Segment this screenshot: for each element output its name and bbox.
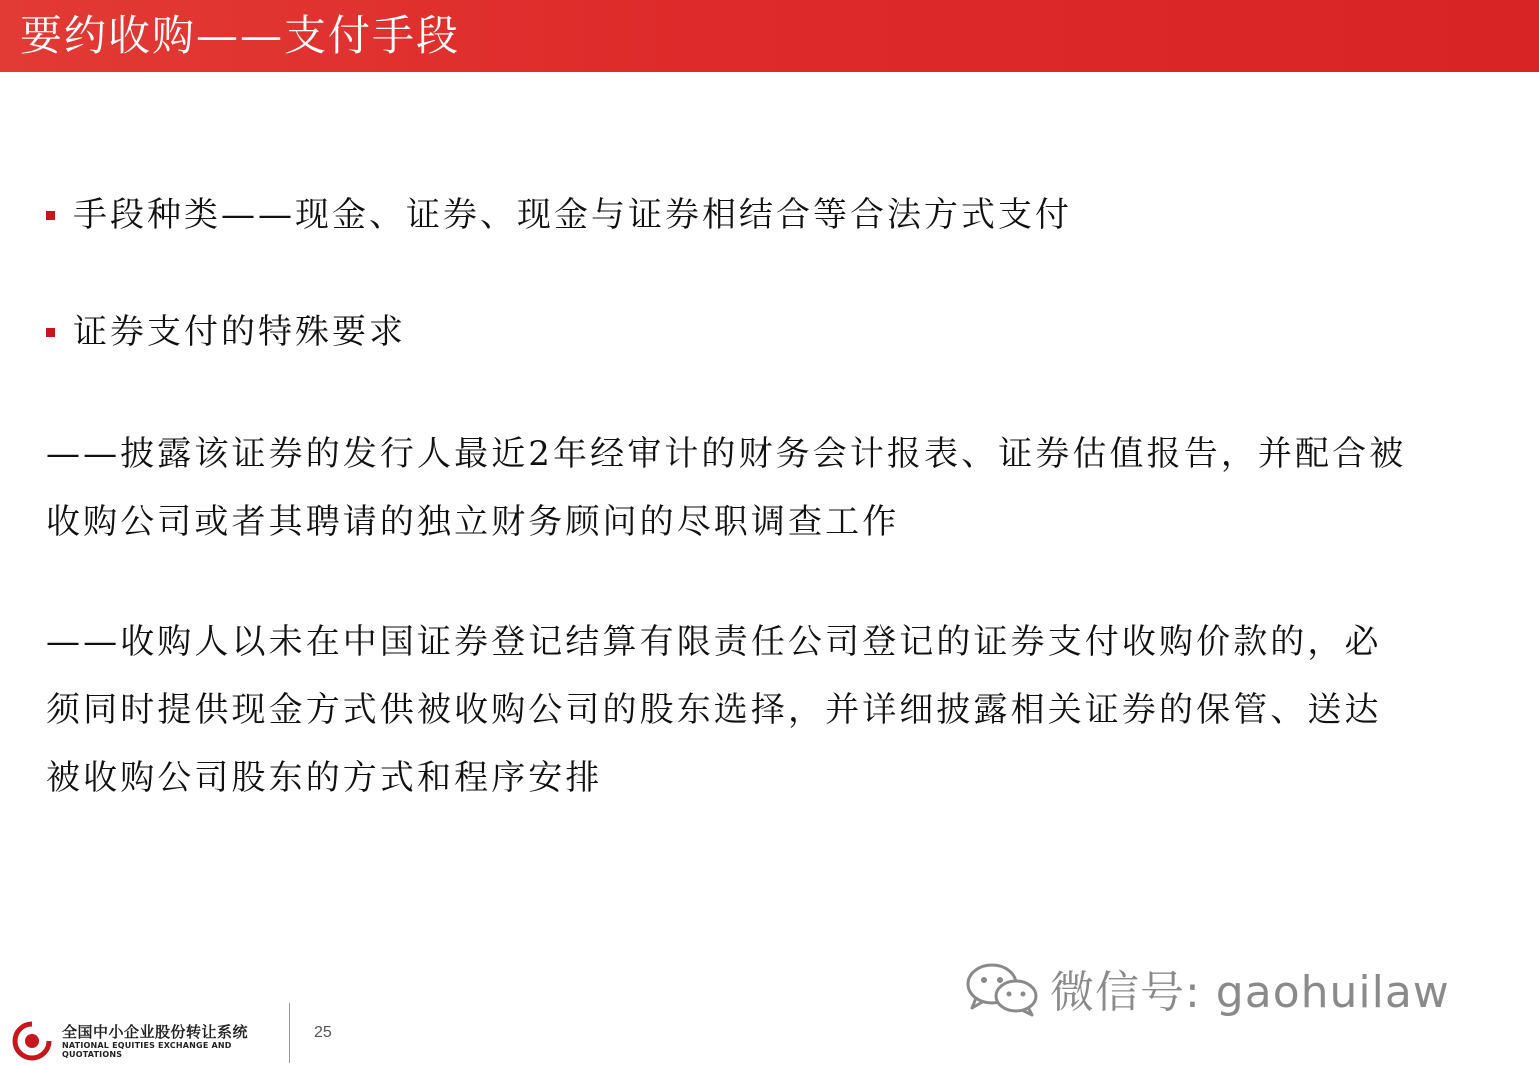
paragraph-line: 收购公司或者其聘请的独立财务顾问的尽职调查工作 [46,502,900,542]
bullet-square-icon [46,328,55,337]
neeq-logo-icon [10,1017,54,1061]
bullet-square-icon [46,211,55,220]
bullet-item [46,193,1072,237]
paragraph-line: 被收购公司股东的方式和程序安排 [46,758,603,798]
bullet-text: 证券支付的特殊要求 [73,312,406,352]
watermark [962,956,1450,1020]
wechat-icon [962,958,1042,1018]
paragraph-line: ——披露该证券的发行人最近2年经审计的财务会计报表、证券估值报告，并配合被 [46,434,1407,474]
page-number: 25 [314,1024,332,1041]
logo-chinese-name: 全国中小企业股份转让系统 [62,1023,249,1041]
bullet-item [46,310,406,354]
paragraph [46,420,1496,556]
logo-english-name: NATIONAL EQUITIES EXCHANGE AND QUOTATIONS [62,1041,232,1059]
watermark-text: 微信号: gaohuilaw [1050,967,1450,1018]
paragraph-line: 须同时提供现金方式供被收购公司的股东选择，并详细披露相关证券的保管、送达 [46,690,1382,730]
slide-title: 要约收购——支付手段 [20,11,461,60]
footer-logo [10,1015,285,1063]
footer-divider [289,1003,290,1063]
title-bar [0,0,1539,72]
paragraph [46,608,1496,812]
bullet-text: 手段种类——现金、证券、现金与证券相结合等合法方式支付 [73,195,1072,235]
paragraph-line: ——收购人以未在中国证券登记结算有限责任公司登记的证券支付收购价款的，必 [46,622,1382,662]
